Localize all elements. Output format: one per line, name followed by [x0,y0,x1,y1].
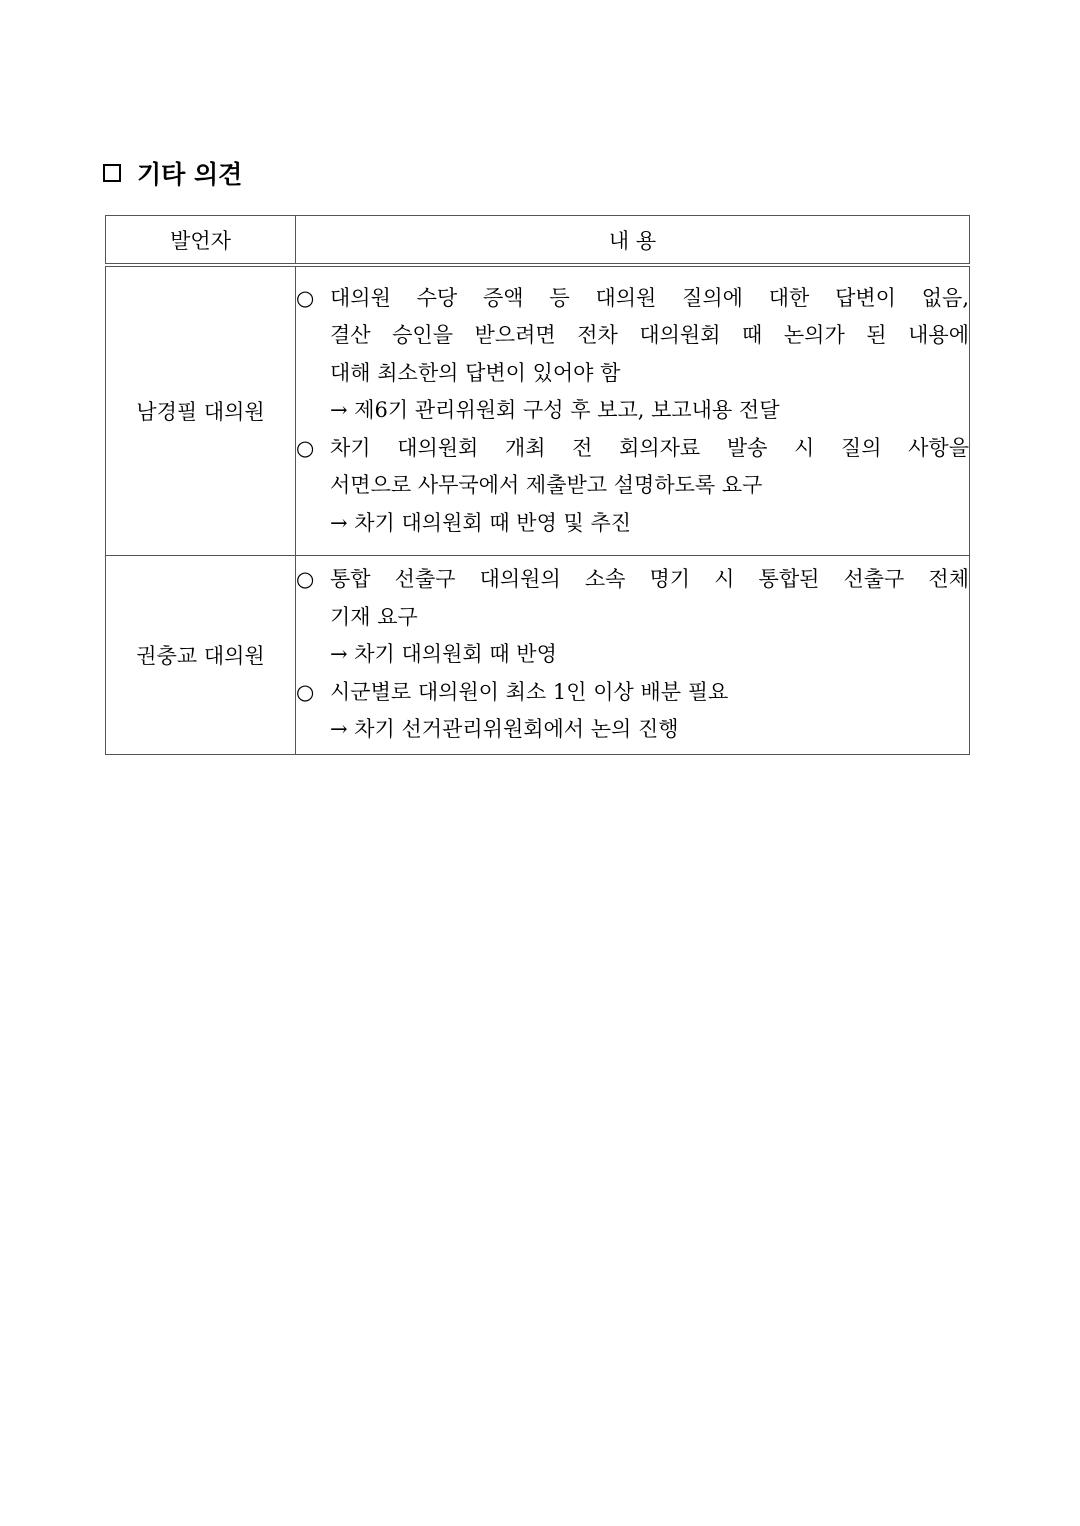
opinion-item [296,674,969,749]
opinions-table [105,215,970,755]
response-line: → 차기 대의원회 때 반영 [330,642,557,667]
content-cell [296,556,970,755]
speaker-cell: 남경필 대의원 [106,265,296,556]
checkbox-square-icon [103,164,125,186]
response-line: → 차기 대의원회 때 반영 및 추진 [330,510,632,535]
response-line: → 차기 선거관리위원회에서 논의 진행 [330,717,679,742]
response-line: → 제6기 관리위원회 구성 후 보고, 보고내용 전달 [330,398,780,423]
opinion-line: 대의원 수당 증액 등 대의원 질의에 대한 답변이 없음, [330,285,969,310]
table-row [106,556,970,755]
circle-bullet-icon: ○ [296,567,315,592]
opinion-line: 통합 선출구 대의원의 소속 명기 시 통합된 선출구 전체 [330,567,969,592]
opinion-line: 대해 최소한의 답변이 있어야 함 [330,360,621,385]
section-title: 기타 의견 [137,160,243,189]
header-content: 내 용 [296,216,970,266]
table-row [106,265,970,556]
opinion-item [296,280,969,430]
opinion-line: 시군별로 대의원이 최소 1인 이상 배분 필요 [330,679,729,704]
content-cell [296,265,970,556]
opinion-line: 서면으로 사무국에서 제출받고 설명하도록 요구 [330,473,763,498]
opinion-line: 차기 대의원회 개최 전 회의자료 발송 시 질의 사항을 [330,435,969,460]
opinion-item [296,430,969,543]
section-heading [103,158,242,192]
header-speaker: 발언자 [106,216,296,266]
opinion-item [296,561,969,674]
circle-bullet-icon: ○ [296,679,315,704]
opinion-line: 기재 요구 [330,604,418,629]
table-header-row [106,216,970,266]
circle-bullet-icon: ○ [296,435,315,460]
circle-bullet-icon: ○ [296,285,315,310]
speaker-cell: 권충교 대의원 [106,556,296,755]
opinion-line: 결산 승인을 받으려면 전차 대의원회 때 논의가 된 내용에 [330,323,969,348]
